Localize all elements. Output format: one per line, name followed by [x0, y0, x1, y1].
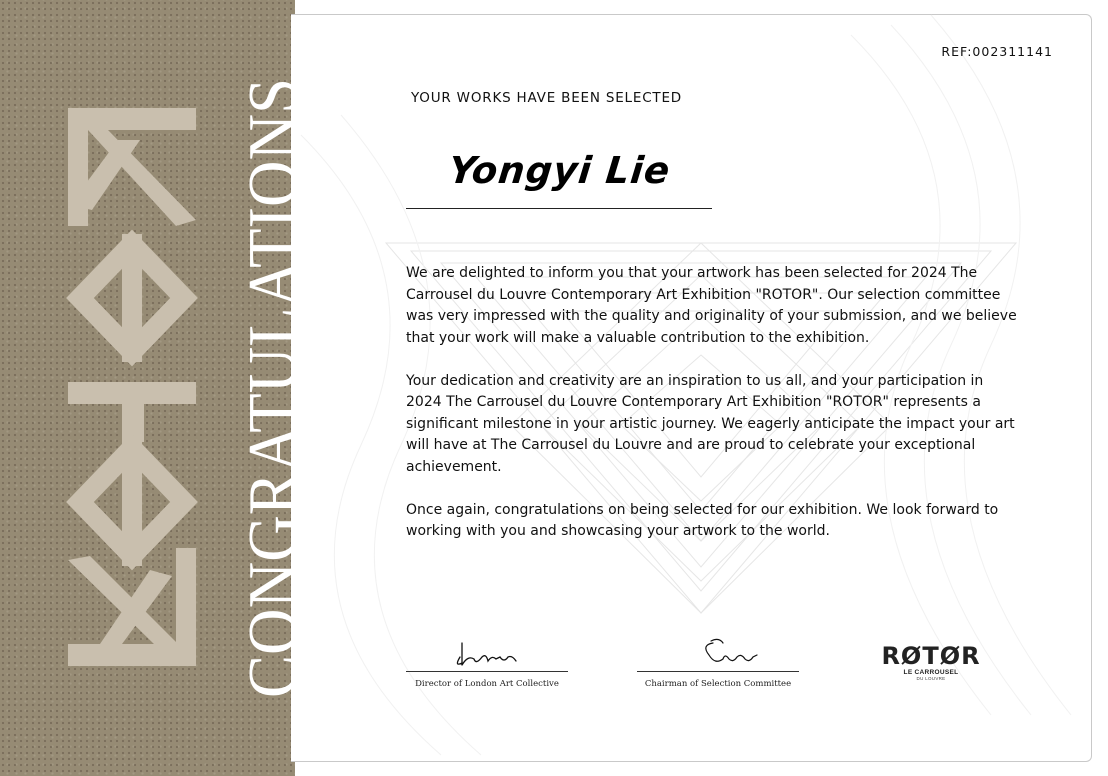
signature-director: [406, 633, 568, 689]
signature-line-2: [637, 671, 799, 672]
letter-body: [406, 263, 1018, 564]
sidebar-artwork: [0, 0, 312, 776]
vertical-congratulations-text: CONGRATULATIONS: [235, 25, 312, 698]
rotor-wordmark: [881, 642, 981, 670]
sidebar-letter-o-2: [80, 438, 184, 566]
signature-chairman-mark: [663, 633, 773, 669]
reference-number: REF:002311141: [941, 44, 1053, 59]
signature-line-1: [406, 671, 568, 672]
selected-heading: YOUR WORKS HAVE BEEN SELECTED: [411, 90, 682, 106]
sidebar-rotor-logo: [68, 108, 196, 666]
logo-subtitle-small: DU LOUVRE: [916, 676, 946, 681]
paragraph-2: Your dedication and creativity are an inspiration to us all, and your participation in 2024 The Carrousel du Louvre Contemporary Art Exhibition "ROTOR" represents a significant milestone in your artistic journey. We eagerly anticipate the impact your art will have at The Carrousel du Louvre and are proud to celebrate your exceptional achievement.: [406, 372, 1015, 475]
certificate-card: [291, 14, 1092, 762]
paragraph-3: Once again, congratulations on being selected for our exhibition. We look forward to working with you and showcasing your artwork to the world.: [406, 501, 999, 539]
signature-director-mark: [432, 633, 542, 669]
sidebar-letter-t: [68, 382, 196, 442]
recipient-name: Yongyi Lie: [446, 149, 673, 192]
signature-title-chairman: Chairman of Selection Committee: [644, 679, 792, 689]
logo-subtitle: LE CARROUSEL: [903, 669, 959, 676]
paragraph-1: We are delighted to inform you that your artwork has been selected for 2024 The Carrousel du Louvre Contemporary Art Exhibition "ROTOR". Our selection committee was very impressed with the quality and originality of your submission, and we believe that your work will make a valuable contribution to the exhibition.: [406, 265, 1017, 346]
name-underline: [406, 208, 712, 209]
signature-chairman: [637, 633, 799, 689]
signature-title-director: Director of London Art Collective: [415, 679, 559, 689]
sidebar-panel: [0, 0, 312, 776]
svg-text:RØTØR: RØTØR: [881, 642, 981, 670]
sidebar-letter-r-top: [68, 108, 196, 226]
sidebar-letter-o-1: [80, 234, 184, 362]
rotor-logo: [881, 643, 981, 682]
